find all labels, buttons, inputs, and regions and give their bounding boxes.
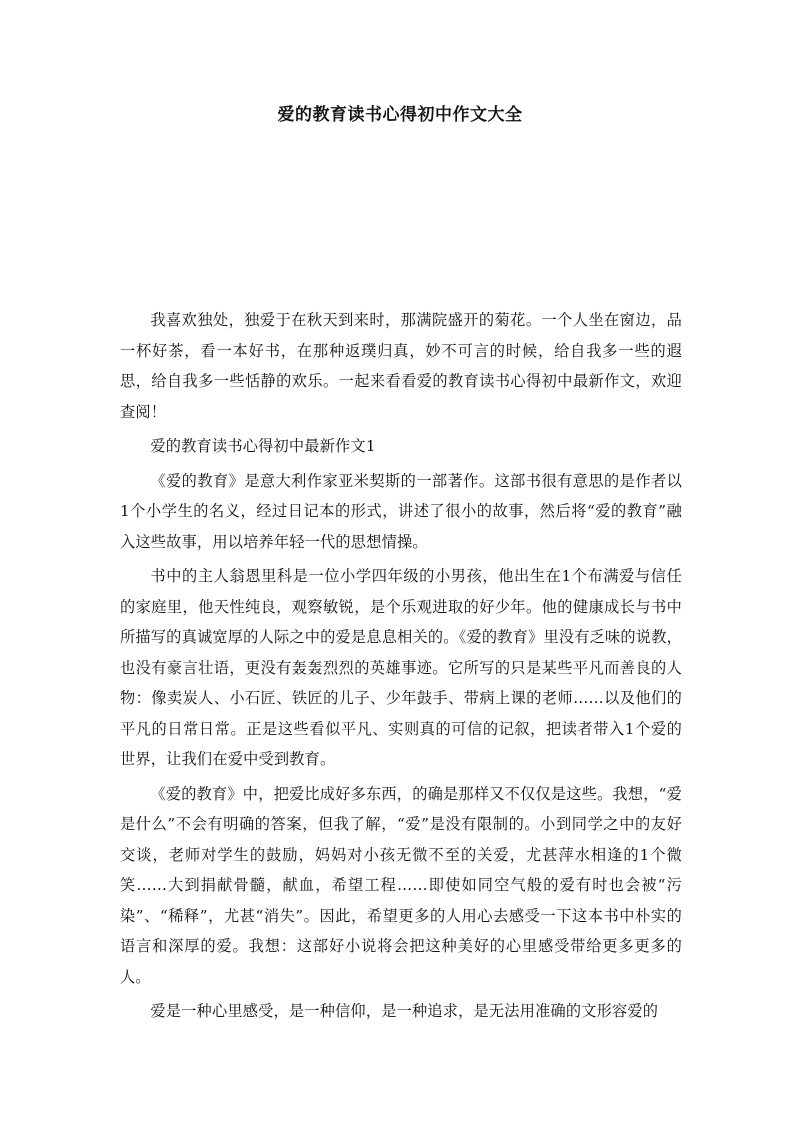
body-paragraph: 《爱的教育》中，把爱比成好多东西，的确是那样又不仅仅是这些。我想，“爱是什么”不会有明确的答案，但我了解，“爱”是没有限制的。小到同学之中的友好交谈，老师对学生的鼓励，妈妈对小孩无微不至的关爱，尤甚萍水相逢的1个微笑……大到捐献骨髓，献血，希望工程……即使如同空气般的爱有时也会被“污染”、“稀释”，尤甚“消失”。因此，希望更多的人用心去感受一下这本书中朴实的语言和深厚的爱。我想：这部好小说将会把这种美好的心里感受带给更多更多的人。	[120, 784, 682, 986]
body-paragraph: 《爱的教育》是意大利作家亚米契斯的一部著作。这部书很有意思的是作者以1个小学生的名义，经过日记本的形式，讲述了很小的故事，然后将“爱的教育”融入这些故事，用以培养年轻一代的思想情操。	[120, 471, 682, 551]
section-heading: 爱的教育读书心得初中最新作文1	[150, 437, 376, 455]
document-body	[120, 305, 682, 1031]
document-title: 爱的教育读书心得初中作文大全	[277, 105, 523, 125]
body-paragraph: 书中的主人翁恩里科是一位小学四年级的小男孩，他出生在1个布满爱与信任的家庭里，他天性纯良，观察敏锐，是个乐观进取的好少年。他的健康成长与书中所描写的真诚宽厚的人际之中的爱是息息相关的。《爱的教育》里没有乏味的说教，也没有豪言壮语，更没有轰轰烈烈的英雄事迹。它所写的只是某些平凡而善良的人物：像卖炭人、小石匠、铁匠的儿子、少年鼓手、带病上课的老师……以及他们的平凡的日常日常。正是这些看似平凡、实则真的可信的记叙，把读者带入1个爱的世界，让我们在爱中受到教育。	[120, 567, 682, 768]
body-paragraph: 爱是一种心里感受，是一种信仰，是一种追求，是无法用准确的文形容爱的	[150, 1002, 659, 1020]
intro-paragraph: 我喜欢独处，独爱于在秋天到来时，那满院盛开的菊花。一个人坐在窗边，品一杯好茶，看一本好书，在那种返璞归真，妙不可言的时候，给自我多一些的遐思，给自我多一些恬静的欢乐。一起来看看爱的教育读书心得初中最新作文，欢迎查阅！	[120, 311, 682, 421]
